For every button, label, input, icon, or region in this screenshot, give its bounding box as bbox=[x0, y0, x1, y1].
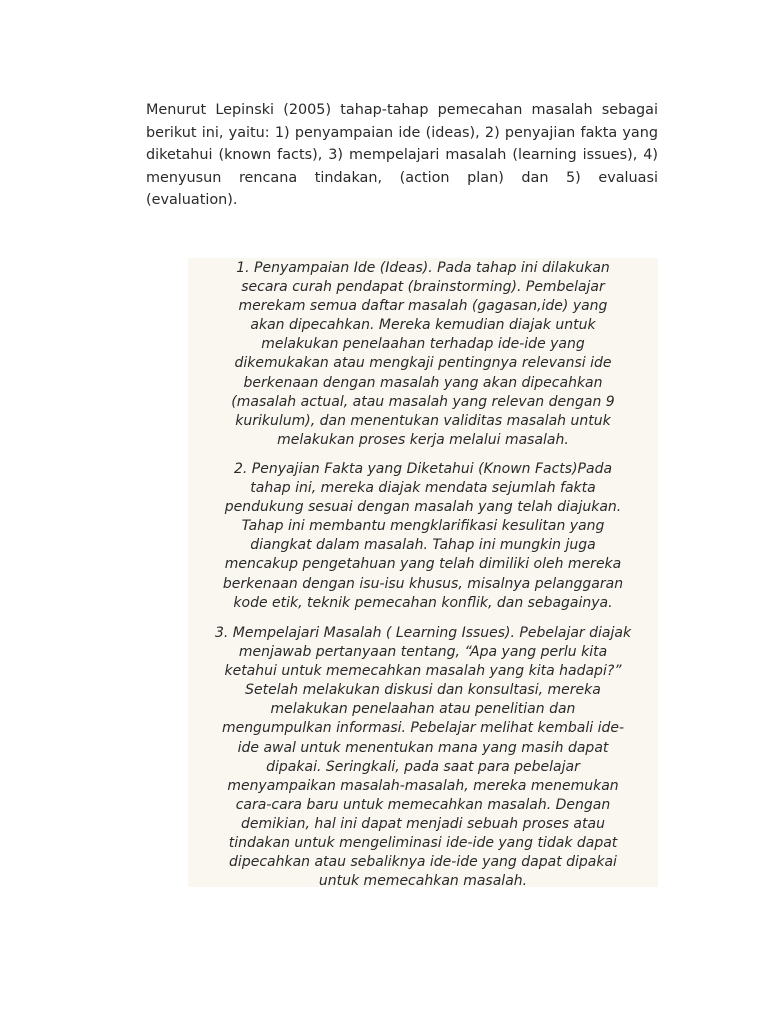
text-line: tahap ini, mereka diajak mendata sejumlah fakta bbox=[250, 480, 596, 497]
text-line: untuk memecahkan masalah. bbox=[318, 873, 528, 890]
text-line: ketahui untuk memecahkan masalah yang kita hadapi?” bbox=[224, 663, 622, 680]
text-line: kurikulum), dan menentukan validitas masalah untuk bbox=[235, 412, 611, 429]
text-line: cara-cara baru untuk memecahkan masalah. Dengan bbox=[235, 796, 611, 813]
quoted-steps-box bbox=[188, 258, 658, 890]
text-line: berkenaan dengan masalah yang akan dipecahkan bbox=[243, 374, 603, 391]
text-line: ide awal untuk menentukan mana yang masih dapat bbox=[237, 739, 609, 756]
text-line: mengumpulkan informasi. Pebelajar melihat kembali ide- bbox=[221, 720, 625, 737]
text-line: dipecahkan atau sebaliknya ide-ide yang dapat dipakai bbox=[229, 854, 617, 871]
text-line: menjawab pertanyaan tentang, “Apa yang perlu kita bbox=[238, 644, 608, 661]
step-1-ideas bbox=[188, 259, 658, 450]
text-line: merekam semua daftar masalah (gagasan,ide) yang bbox=[238, 298, 608, 315]
text-line: diangkat dalam masalah. Tahap ini mungkin juga bbox=[250, 537, 596, 554]
text-line: dipakai. Seringkali, pada saat para pebelajar bbox=[266, 758, 580, 775]
text-line: melakukan penelaahan atau penelitian dan bbox=[270, 701, 576, 718]
text-line: menyampaikan masalah-masalah, mereka menemukan bbox=[227, 777, 619, 794]
text-line: kode etik, teknik pemecahan konflik, dan sebagainya. bbox=[233, 594, 613, 611]
text-line: secara curah pendapat (brainstorming). Pembelajar bbox=[241, 279, 605, 296]
step-3-learning-issues bbox=[188, 624, 658, 891]
text-line: Setelah melakukan diskusi dan konsultasi, mereka bbox=[245, 682, 601, 699]
text-line: dikemukakan atau mengkaji pentingnya relevansi ide bbox=[234, 355, 612, 372]
text-line: pendukung sesuai dengan masalah yang telah diajukan. bbox=[224, 499, 622, 516]
text-line: akan dipecahkan. Mereka kemudian diajak untuk bbox=[250, 317, 596, 334]
text-line: Tahap ini membantu mengklarifikasi kesulitan yang bbox=[241, 518, 605, 535]
text-line: 1. Penyampaian Ide (Ideas). Pada tahap ini dilakukan bbox=[236, 260, 610, 276]
text-line: melakukan proses kerja melalui masalah. bbox=[277, 431, 569, 448]
text-line: mencakup pengetahuan yang telah dimiliki oleh mereka bbox=[224, 556, 622, 573]
text-line: 3. Mempelajari Masalah ( Learning Issues). Pebelajar diajak bbox=[214, 625, 632, 641]
text-line: 2. Penyajian Fakta yang Diketahui (Known Facts)Pada bbox=[233, 461, 613, 477]
text-line: tindakan untuk mengeliminasi ide-ide yang tidak dapat bbox=[228, 835, 618, 852]
step-2-known-facts bbox=[188, 460, 658, 613]
text-line: melakukan penelaahan terhadap ide-ide yang bbox=[261, 336, 585, 353]
text-line: berkenaan dengan isu-isu khusus, misalnya pelanggaran bbox=[222, 575, 624, 592]
text-line: (masalah actual, atau masalah yang relevan dengan 9 bbox=[231, 393, 615, 410]
text-line: demikian, hal ini dapat menjadi sebuah proses atau bbox=[241, 815, 605, 832]
intro-paragraph: Menurut Lepinski (2005) tahap-tahap pemecahan masalah sebagai berikut ini, yaitu: 1) penyampaian ide (ideas), 2) penyajian fakta yang diketahui (known facts), 3) mempelajari masalah (learning issues), 4) menyusun rencana tindakan, (action plan) dan 5) evaluasi (evaluation). bbox=[146, 102, 658, 208]
